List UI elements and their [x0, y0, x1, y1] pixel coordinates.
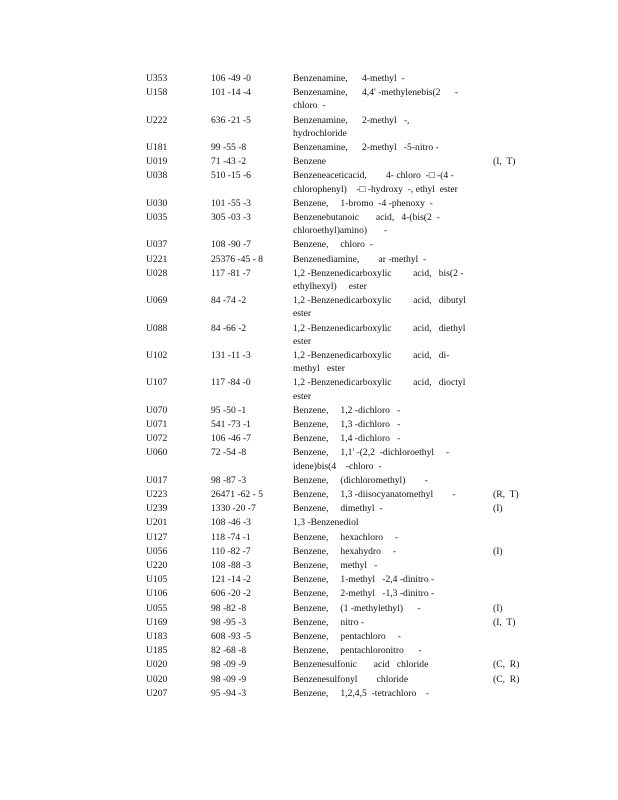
waste-code: U221	[146, 253, 168, 265]
substance-name-line: idene)bis(4 -chloro -	[293, 460, 382, 472]
substance-name-line: Benzene, methyl -	[293, 560, 378, 571]
substance-name-line: Benzenesulfonic acid chloride	[293, 659, 429, 671]
substance-name-line: 1,2 -Benzenedicarboxylic acid, bis(2 -	[293, 267, 464, 279]
cas-number: 117 -84 -0	[211, 377, 251, 389]
substance-name-line: Benzenamine, 4,4' -methylenebis(2 -	[293, 87, 459, 99]
substance-name-line: Benzene, (dichloromethyl) -	[293, 474, 428, 486]
substance-name	[293, 211, 478, 237]
substance-name	[293, 169, 478, 195]
waste-code: U158	[146, 87, 168, 99]
substance-name-line: Benzene, 1,2,4,5 -tetrachloro -	[293, 687, 430, 699]
substance-name-line: 1,2 -Benzenedicarboxylic acid, diethyl	[293, 322, 466, 334]
waste-code: U169	[146, 616, 168, 628]
substance-name-line: Benzene, chloro -	[293, 239, 373, 251]
cas-number: 98 -95 -3	[211, 616, 247, 628]
waste-code: U020	[146, 659, 168, 671]
waste-code: U038	[146, 170, 168, 182]
cas-number: 72 -54 -8	[211, 447, 247, 459]
substance-name	[293, 630, 478, 643]
substance-name-line: hydrochloride	[293, 127, 347, 139]
substance-name-line: 1,2 -Benzenedicarboxylic acid, dioctyl	[293, 377, 466, 389]
substance-name-line: chlorophenyl) -□ -hydroxy -, ethyl ester	[293, 183, 458, 195]
substance-name	[293, 644, 478, 657]
hazard-code: (I, T)	[493, 616, 516, 628]
waste-code: U017	[146, 474, 168, 486]
substance-name	[293, 673, 478, 686]
cas-number: 98 -09 -9	[211, 659, 247, 671]
waste-code: U070	[146, 404, 168, 416]
waste-code: U035	[146, 212, 168, 223]
substance-name-line: chloro -	[293, 100, 326, 112]
waste-code: U028	[146, 267, 168, 279]
cas-number: 117 -81 -7	[211, 267, 251, 279]
hazard-code: (I)	[493, 602, 503, 614]
waste-code: U353	[146, 73, 168, 84]
cas-number: 95 -50 -1	[211, 404, 247, 416]
waste-code: U239	[146, 503, 168, 515]
substance-name-line: Benzene, dimethyl -	[293, 503, 383, 515]
cas-number: 131 -11 -3	[211, 350, 251, 361]
hazard-code: (I, T)	[493, 156, 516, 168]
waste-code: U055	[146, 602, 168, 614]
waste-code: U037	[146, 239, 168, 251]
waste-code: U072	[146, 433, 168, 445]
hazard-code: (I)	[493, 545, 503, 557]
substance-name	[293, 587, 478, 600]
substance-name-line: ester	[293, 335, 312, 347]
substance-name-line: Benzene, 1-methyl -2,4 -dinitro -	[293, 574, 435, 586]
substance-name-line: Benzene, hexachloro -	[293, 531, 399, 543]
cas-number: 636 -21 -5	[211, 114, 251, 126]
waste-code: U207	[146, 687, 168, 699]
waste-code: U127	[146, 531, 168, 543]
substance-name	[293, 488, 478, 501]
substance-name-line: 1,2 -Benzenedicarboxylic acid, dibutyl	[293, 295, 466, 307]
substance-name-line: 1,2 -Benzenedicarboxylic acid, di-	[293, 350, 450, 361]
substance-name-line: chloroethyl)amino) -	[293, 225, 388, 237]
cas-number: 84 -74 -2	[211, 295, 247, 307]
substance-name-line: ester	[293, 390, 312, 402]
substance-name-line: Benzenebutanoic acid, 4-(bis(2 -	[293, 212, 440, 223]
substance-name	[293, 602, 478, 615]
waste-code: U019	[146, 156, 168, 168]
substance-name-line: Benzene, (1 -methylethyl) -	[293, 602, 421, 614]
substance-name-line: ester	[293, 308, 312, 320]
substance-name-line: ethylhexyl) ester	[293, 281, 367, 292]
waste-code: U088	[146, 322, 168, 334]
substance-name	[293, 687, 478, 700]
substance-name-line: Benzene, 2-methyl -1,3 -dinitro -	[293, 588, 435, 600]
cas-number: 98 -82 -8	[211, 602, 247, 614]
substance-name	[293, 502, 478, 515]
hazard-code: (R, T)	[493, 489, 519, 500]
substance-name	[293, 253, 478, 266]
substance-name	[293, 294, 478, 320]
substance-name	[293, 545, 478, 558]
cas-number: 101 -55 -3	[211, 197, 251, 209]
substance-name	[293, 616, 478, 629]
cas-number: 71 -43 -2	[211, 156, 247, 168]
substance-name	[293, 197, 478, 210]
substance-name	[293, 404, 478, 417]
waste-code: U183	[146, 631, 168, 642]
cas-number: 121 -14 -2	[211, 574, 251, 586]
cas-number: 25376 -45 - 8	[211, 253, 263, 265]
substance-name	[293, 573, 478, 586]
waste-code: U223	[146, 489, 168, 500]
substance-name	[293, 72, 478, 85]
substance-name-line: Benzene, 1-bromo -4 -phenoxy -	[293, 197, 433, 209]
waste-code: U071	[146, 419, 168, 430]
substance-name-line: Benzenesulfonyl chloride	[293, 673, 409, 685]
cas-number: 606 -20 -2	[211, 588, 251, 600]
substance-name-line: Benzene, pentachloro -	[293, 631, 401, 642]
cas-number: 608 -93 -5	[211, 631, 251, 642]
cas-number: 510 -15 -6	[211, 170, 251, 182]
substance-name	[293, 432, 478, 445]
substance-name-line: Benzene, pentachloronitro -	[293, 645, 422, 657]
waste-code: U220	[146, 560, 168, 571]
waste-code: U020	[146, 673, 168, 685]
cas-number: 305 -03 -3	[211, 212, 251, 223]
waste-code: U102	[146, 350, 168, 361]
substance-name-line: Benzene, hexahydro -	[293, 545, 397, 557]
hazard-code: (C, R)	[493, 659, 520, 671]
waste-code: U060	[146, 447, 168, 459]
cas-number: 108 -46 -3	[211, 517, 251, 529]
substance-name	[293, 349, 478, 375]
substance-name	[293, 559, 478, 572]
waste-code: U201	[146, 517, 168, 529]
substance-name	[293, 114, 478, 140]
waste-code: U185	[146, 645, 168, 657]
waste-code: U181	[146, 142, 168, 153]
substance-name-line: Benzene, 1,2 -dichloro -	[293, 404, 401, 416]
substance-name	[293, 531, 478, 544]
substance-name-line: Benzene	[293, 156, 327, 168]
substance-name-line: Benzenediamine, ar -methyl -	[293, 253, 427, 265]
cas-number: 95 -94 -3	[211, 687, 247, 699]
substance-name-line: Benzene, nitro -	[293, 616, 365, 628]
cas-number: 98 -09 -9	[211, 673, 247, 685]
substance-name-line: Benzenamine, 2-methyl -5-nitro -	[293, 142, 439, 153]
substance-name-line: methyl ester	[293, 363, 345, 375]
hazard-code: (I)	[493, 503, 503, 515]
substance-name	[293, 86, 478, 112]
cas-number: 106 -49 -0	[211, 73, 251, 84]
waste-code: U222	[146, 114, 168, 126]
substance-name	[293, 267, 478, 293]
cas-number: 101 -14 -4	[211, 87, 251, 99]
substance-name-line: 1,3 -Benzenediol	[293, 517, 359, 529]
waste-code: U106	[146, 588, 168, 600]
cas-number: 26471 -62 - 5	[211, 489, 263, 500]
waste-code: U056	[146, 545, 168, 557]
substance-name	[293, 658, 478, 671]
waste-code: U030	[146, 197, 168, 209]
cas-number: 118 -74 -1	[211, 531, 251, 543]
cas-number: 541 -73 -1	[211, 419, 251, 430]
substance-name-line: Benzeneaceticacid, 4- chloro -□ -(4 -	[293, 170, 454, 182]
substance-name-line: Benzene, 1,3 -diisocyanatomethyl -	[293, 489, 456, 500]
substance-name	[293, 322, 478, 348]
cas-number: 84 -66 -2	[211, 322, 247, 334]
substance-name-line: Benzene, 1,4 -dichloro -	[293, 433, 401, 445]
cas-number: 108 -88 -3	[211, 560, 251, 571]
substance-name	[293, 418, 478, 431]
waste-code: U105	[146, 574, 168, 586]
substance-name	[293, 376, 478, 402]
substance-name	[293, 155, 478, 168]
substance-name	[293, 516, 478, 529]
substance-name	[293, 238, 478, 251]
waste-code: U107	[146, 377, 168, 389]
cas-number: 1330 -20 -7	[211, 503, 256, 515]
cas-number: 82 -68 -8	[211, 645, 247, 657]
hazard-code: (C, R)	[493, 673, 520, 685]
cas-number: 106 -46 -7	[211, 433, 251, 445]
substance-name-line: Benzene, 1,1' -(2,2 -dichloroethyl -	[293, 447, 450, 459]
cas-number: 98 -87 -3	[211, 474, 247, 486]
substance-name	[293, 474, 478, 487]
waste-code: U069	[146, 295, 168, 307]
cas-number: 99 -55 -8	[211, 142, 247, 153]
substance-name-line: Benzenamine, 4-methyl -	[293, 73, 405, 84]
substance-name-line: Benzene, 1,3 -dichloro -	[293, 419, 401, 430]
cas-number: 110 -82 -7	[211, 545, 251, 557]
substance-name	[293, 446, 478, 472]
substance-name-line: Benzenamine, 2-methyl -,	[293, 114, 410, 126]
cas-number: 108 -90 -7	[211, 239, 251, 251]
substance-name	[293, 141, 478, 154]
